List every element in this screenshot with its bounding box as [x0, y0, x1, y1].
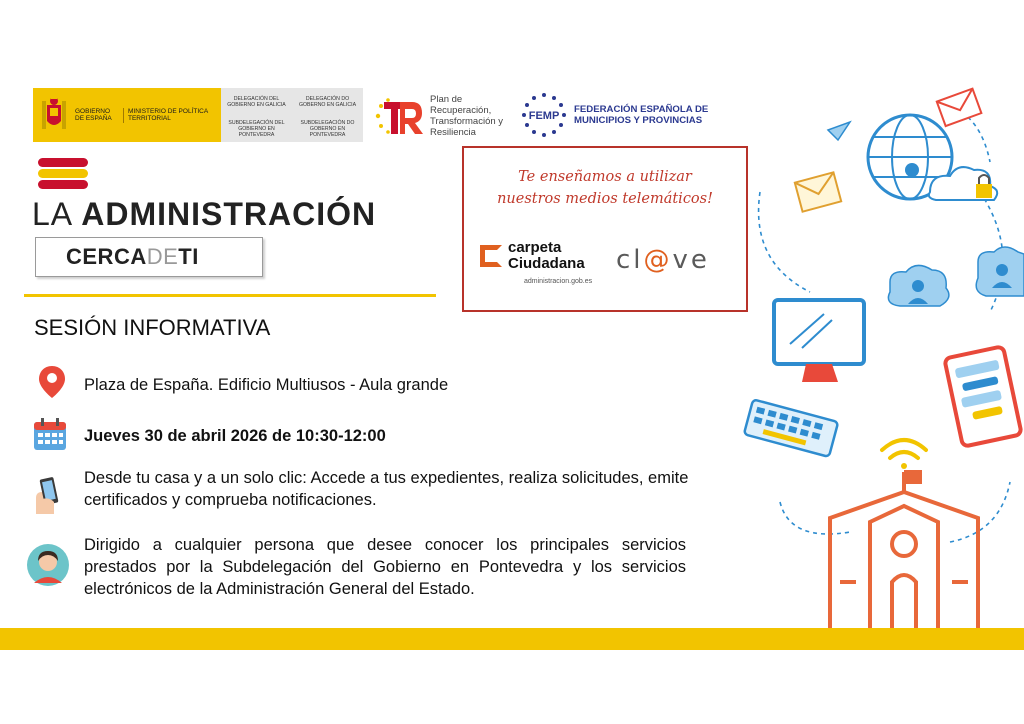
subdelegation-es: SUBDELEGACIÓN DEL GOBIERNO EN PONTEVEDRA: [228, 119, 285, 138]
map-pin-icon: [34, 364, 70, 400]
paper-plane-icon: [828, 122, 850, 140]
subdelegation-gl: SUBDELEGACIÓN DO GOBERNO EN PONTEVEDRA: [300, 119, 355, 138]
delegation-gl: DELEGACIÓN DO GOBERNO EN GALICIA: [298, 95, 357, 108]
wifi-icon: [882, 440, 926, 469]
cerca-text: CERCA: [66, 244, 147, 269]
slogan-line-2: nuestros medios telemáticos!: [497, 191, 713, 207]
clave-logo: [616, 245, 710, 275]
envelope-icon: [937, 89, 982, 126]
cerca-de-ti-box: [35, 237, 263, 277]
digital-services-illustration: [740, 82, 1024, 628]
coat-of-arms-icon: [39, 95, 69, 135]
prtr-mark-icon: [372, 94, 424, 138]
clave-pre: cl: [616, 245, 644, 275]
stripe-red-top: [38, 158, 88, 167]
title-administracion: ADMINISTRACIÓN: [81, 196, 377, 232]
dashed-path-bottom-left: [780, 502, 850, 534]
gobierno-text: GOBIERNO DE ESPAÑA: [75, 107, 112, 122]
chat-user-right-icon: [976, 247, 1024, 296]
keyboard-icon: [744, 399, 838, 457]
carpeta-ciudadana-logo: [480, 240, 585, 272]
open-envelope-icon: [795, 172, 841, 211]
carpeta-mark-icon: [480, 245, 502, 267]
slogan-line-1: Te enseñamos a utilizar: [518, 169, 692, 185]
carpeta-word: carpeta: [508, 239, 562, 256]
promo-box: [462, 146, 748, 312]
monitor-icon: [774, 300, 864, 382]
calendar-icon: [32, 416, 68, 452]
femp-badge-text: FEMP: [528, 110, 560, 122]
datetime-text: Jueves 30 de abril 2026 de 10:30-12:00: [84, 427, 386, 445]
carpeta-url: administracion.gob.es: [524, 278, 593, 285]
delegation-es: DELEGACIÓN DEL GOBIERNO EN GALICIA: [227, 95, 286, 108]
location-text: Plaza de España. Edificio Multiusos - Aula grande: [84, 376, 449, 394]
title-divider: [24, 294, 436, 297]
title-la: LA: [32, 196, 82, 232]
session-heading: SESIÓN INFORMATIVA: [34, 315, 271, 340]
ti-text: TI: [178, 244, 199, 269]
prtr-text: Plan de Recuperación, Transformación y Resiliencia: [430, 94, 504, 138]
femp-text: FEDERACIÓN ESPAÑOLA DE MUNICIPIOS Y PROVINCIAS: [574, 104, 709, 126]
hand-phone-icon: [32, 476, 66, 516]
ministry-text: MINISTERIO DE POLÍTICA TERRITORIAL: [123, 108, 214, 123]
femp-logo: [520, 90, 720, 140]
stripe-red-bottom: [38, 180, 88, 189]
promo-slogan: [464, 166, 746, 210]
home-access-text: Desde tu casa y a un solo clic: Accede a tus expedientes, realiza solicitudes, emite certificados y comprueba notificaciones.: [84, 469, 689, 509]
tablet-icon: [944, 346, 1021, 447]
ciudadana-word: Ciudadana: [508, 255, 585, 272]
clave-post: ve: [672, 245, 710, 275]
prtr-logo: [372, 92, 512, 140]
clave-at: @: [643, 245, 673, 275]
town-hall-icon: [830, 472, 978, 628]
government-logo: [33, 88, 363, 142]
campaign-title: [32, 196, 376, 233]
femp-stars-icon: [520, 91, 568, 139]
chat-user-left-icon: [888, 265, 949, 306]
stripe-yellow: [38, 169, 88, 178]
person-avatar-icon: [26, 543, 70, 587]
audience-text: Dirigido a cualquier persona que desee conocer los principales servicios prestados por la Subdelegación del Gobierno en Pontevedra y los servicios electrónicos de la Administración General del Estado.: [84, 536, 686, 598]
bottom-band: [0, 628, 1024, 650]
de-text: DE: [146, 244, 179, 269]
